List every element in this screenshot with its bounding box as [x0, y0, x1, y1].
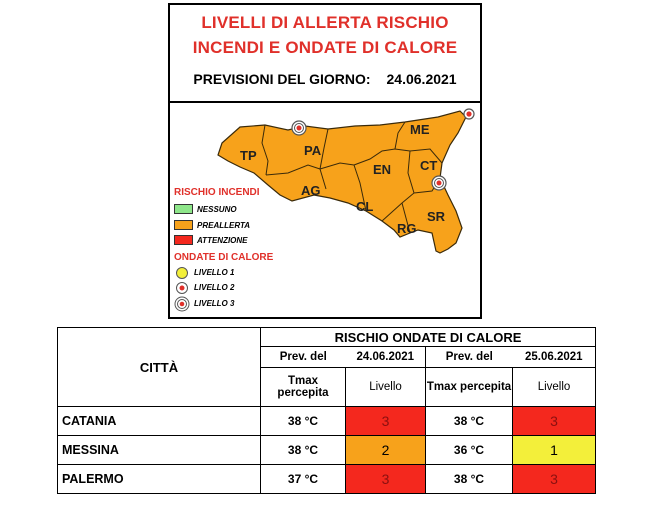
tmax-day1: 37 °C — [261, 465, 346, 494]
province-label: EN — [373, 162, 392, 177]
heat-legend-title: ONDATE DI CALORE — [174, 252, 274, 263]
day1-date: 24.06.2021 — [346, 347, 426, 368]
group-header: RISCHIO ONDATE DI CALORE — [261, 328, 596, 347]
tmax-day1: 38 °C — [261, 407, 346, 436]
legend-label-preallerta: PREALLERTA — [197, 221, 251, 230]
city-name: CATANIA — [58, 407, 261, 436]
tmax-day2: 36 °C — [426, 436, 513, 465]
level-day2: 3 — [513, 465, 596, 494]
day1-livello-header: Livello — [346, 368, 426, 407]
legend-label-nessuno: NESSUNO — [197, 205, 237, 214]
fire-legend-title: RISCHIO INCENDI — [174, 187, 260, 198]
level-day1: 2 — [346, 436, 426, 465]
marker-catania — [432, 176, 446, 190]
city-name: MESSINA — [58, 436, 261, 465]
legend-label-livello-3: LIVELLO 3 — [194, 299, 235, 308]
province-label: TP — [240, 148, 257, 163]
province-label: AG — [301, 183, 321, 198]
legend-swatch-attenzione — [174, 235, 193, 245]
province-label: CL — [356, 199, 374, 214]
tmax-day2: 38 °C — [426, 407, 513, 436]
heat-wave-table — [57, 327, 596, 494]
legend-label-attenzione: ATTENZIONE — [197, 236, 248, 245]
legend-label-livello-2: LIVELLO 2 — [194, 283, 235, 292]
level-day2: 1 — [513, 436, 596, 465]
province-label: SR — [427, 209, 446, 224]
legend-swatch-nessuno — [174, 204, 193, 214]
day2-date: 25.06.2021 — [513, 347, 596, 368]
table-row — [58, 465, 596, 494]
forecast-line — [170, 71, 480, 87]
day2-livello-header: Livello — [513, 368, 596, 407]
table-row — [58, 407, 596, 436]
province-label: PA — [304, 143, 322, 158]
yellow-circle-icon — [177, 268, 188, 279]
day1-prev-label: Prev. del — [261, 347, 346, 368]
province-label: RG — [397, 221, 417, 236]
legend-swatch-preallerta — [174, 220, 193, 230]
day2-prev-label: Prev. del — [426, 347, 513, 368]
red-dot-circle-icon — [177, 283, 188, 294]
marker-palermo — [292, 121, 306, 135]
city-name: PALERMO — [58, 465, 261, 494]
province-label: CT — [420, 158, 438, 173]
tmax-day1: 38 °C — [261, 436, 346, 465]
map-panel — [168, 101, 482, 319]
title-line-1: LIVELLI DI ALLERTA RISCHIO — [201, 13, 449, 32]
table-row — [58, 436, 596, 465]
level-day1: 3 — [346, 465, 426, 494]
day2-tmax-header: Tmax percepita — [426, 368, 513, 407]
forecast-date: 24.06.2021 — [386, 71, 457, 87]
city-column-header: CITTÀ — [58, 328, 261, 407]
tmax-day2: 38 °C — [426, 465, 513, 494]
province-label: ME — [410, 122, 430, 137]
header-panel — [168, 3, 482, 103]
double-ring-red-dot-icon — [175, 297, 189, 311]
marker-messina — [464, 109, 474, 119]
day1-tmax-header: Tmax percepita — [261, 368, 346, 407]
forecast-label: PREVISIONI DEL GIORNO: — [193, 71, 371, 87]
level-day2: 3 — [513, 407, 596, 436]
level-day1: 3 — [346, 407, 426, 436]
title-line-2: INCENDI E ONDATE DI CALORE — [192, 38, 458, 57]
legend-label-livello-1: LIVELLO 1 — [194, 268, 235, 277]
